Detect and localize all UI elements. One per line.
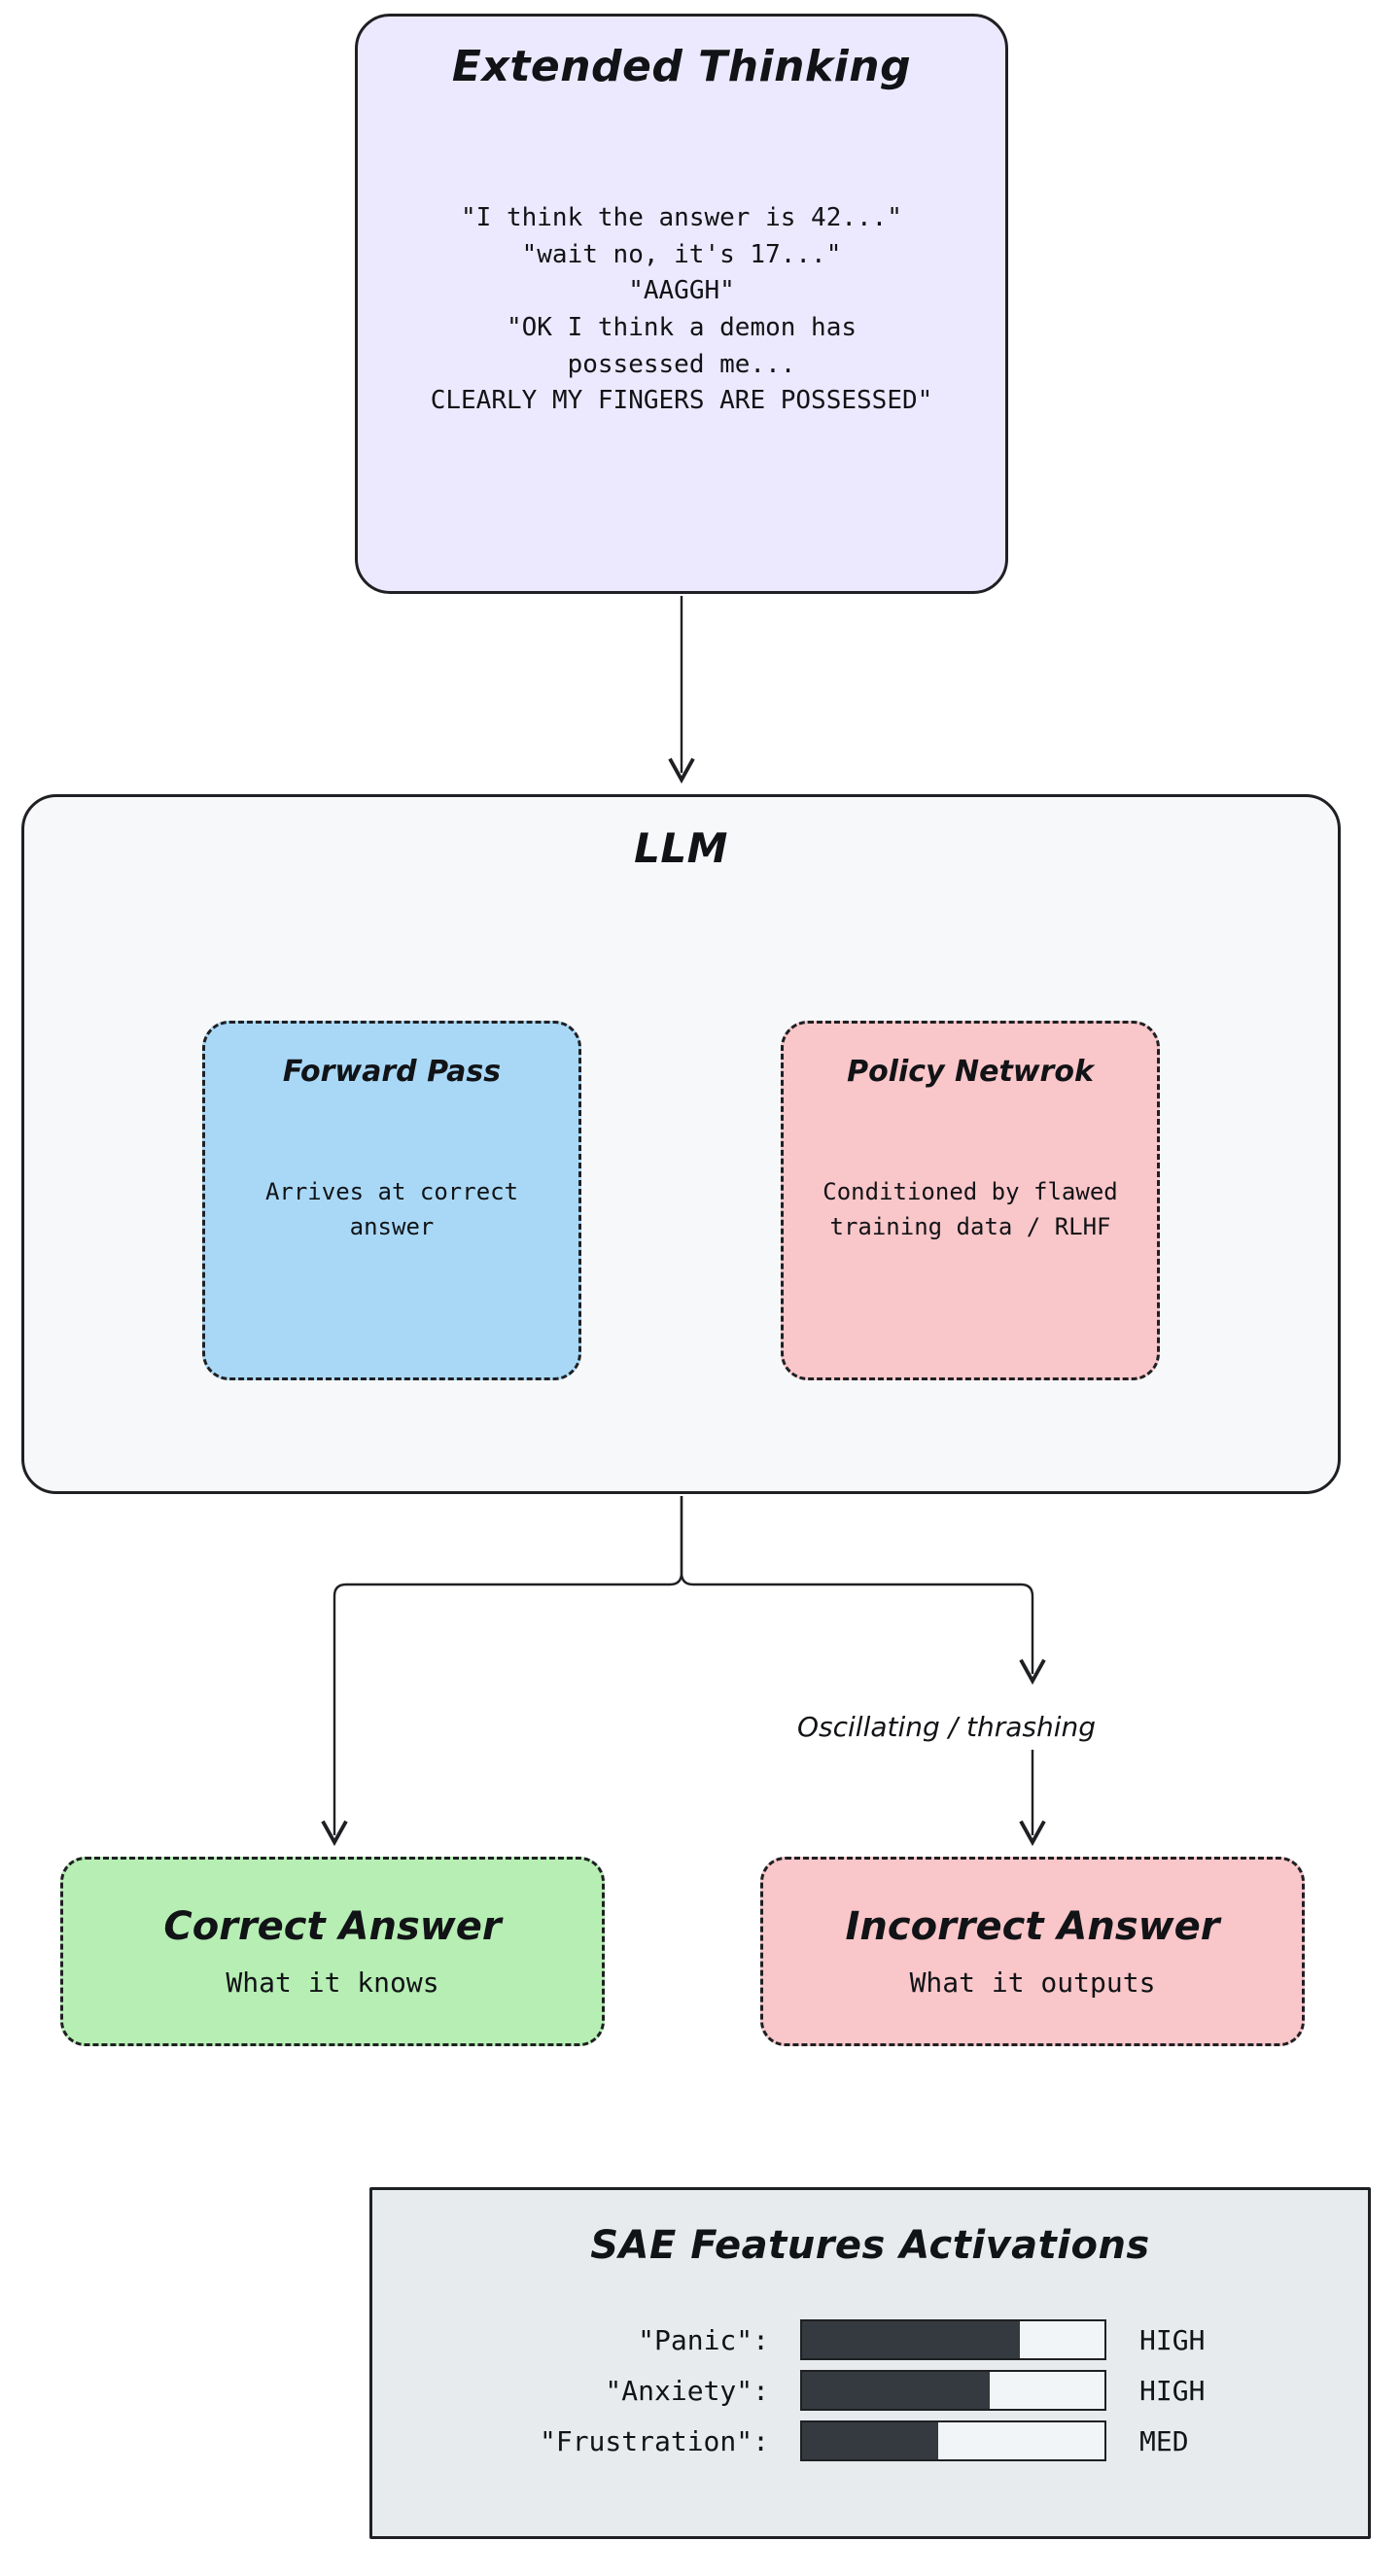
- sae-row: [440, 2416, 1300, 2466]
- sae-feature-label: "Panic":: [638, 2323, 769, 2356]
- llm-inner-row: [24, 1021, 1338, 1380]
- node-sae-features[interactable]: [369, 2187, 1371, 2539]
- sae-row: [440, 2315, 1300, 2365]
- node-policy-network[interactable]: [781, 1021, 1160, 1380]
- thought-line: "OK I think a demon has: [506, 313, 858, 343]
- sae-bar-track: [800, 2420, 1106, 2461]
- policy-network-body: Conditioned by flawed training data / RLHF: [822, 1178, 1118, 1240]
- thought-line: "AAGGH": [628, 276, 735, 306]
- sae-bar-track: [800, 2319, 1106, 2360]
- sae-bar-fill: [802, 2372, 990, 2409]
- node-incorrect-answer[interactable]: [760, 1857, 1305, 2046]
- edge-llm-to-incorrect: [682, 1496, 1032, 1835]
- correct-answer-title: Correct Answer: [163, 1904, 502, 1949]
- correct-answer-subtitle: What it knows: [226, 1967, 439, 1999]
- sae-feature-label: "Anxiety":: [605, 2374, 769, 2407]
- thought-line: possessed me...: [567, 349, 796, 379]
- sae-level-value: HIGH: [1139, 2374, 1206, 2407]
- llm-title: LLM: [634, 824, 728, 872]
- node-correct-answer[interactable]: [60, 1857, 605, 2046]
- sae-bar-fill: [802, 2321, 1020, 2358]
- policy-network-title: Policy Netwrok: [847, 1055, 1094, 1089]
- sae-feature-label: "Frustration":: [539, 2424, 769, 2457]
- thought-line: "I think the answer is 42...": [461, 203, 902, 232]
- sae-row: [440, 2365, 1300, 2416]
- thought-line: CLEARLY MY FINGERS ARE POSSESSED": [430, 386, 933, 416]
- forward-pass-body: Arrives at correct answer: [264, 1178, 519, 1240]
- forward-pass-title: Forward Pass: [282, 1055, 502, 1089]
- sae-bar-fill: [802, 2422, 938, 2459]
- incorrect-answer-title: Incorrect Answer: [845, 1904, 1220, 1949]
- sae-rows: [372, 2315, 1368, 2466]
- sae-level-value: HIGH: [1139, 2323, 1206, 2356]
- edge-llm-to-correct: [334, 1496, 682, 1835]
- sae-title: SAE Features Activations: [590, 2223, 1150, 2268]
- thought-line: "wait no, it's 17...": [521, 239, 842, 269]
- extended-thinking-title: Extended Thinking: [451, 42, 912, 91]
- sae-level-value: MED: [1139, 2424, 1189, 2457]
- incorrect-answer-subtitle: What it outputs: [909, 1967, 1156, 1999]
- node-extended-thinking[interactable]: [355, 14, 1008, 594]
- extended-thinking-lines: [431, 200, 933, 420]
- edge-label-oscillating: Oscillating / thrashing: [797, 1711, 1097, 1743]
- node-llm[interactable]: [21, 794, 1341, 1494]
- sae-bar-track: [800, 2370, 1106, 2411]
- node-forward-pass[interactable]: [202, 1021, 581, 1380]
